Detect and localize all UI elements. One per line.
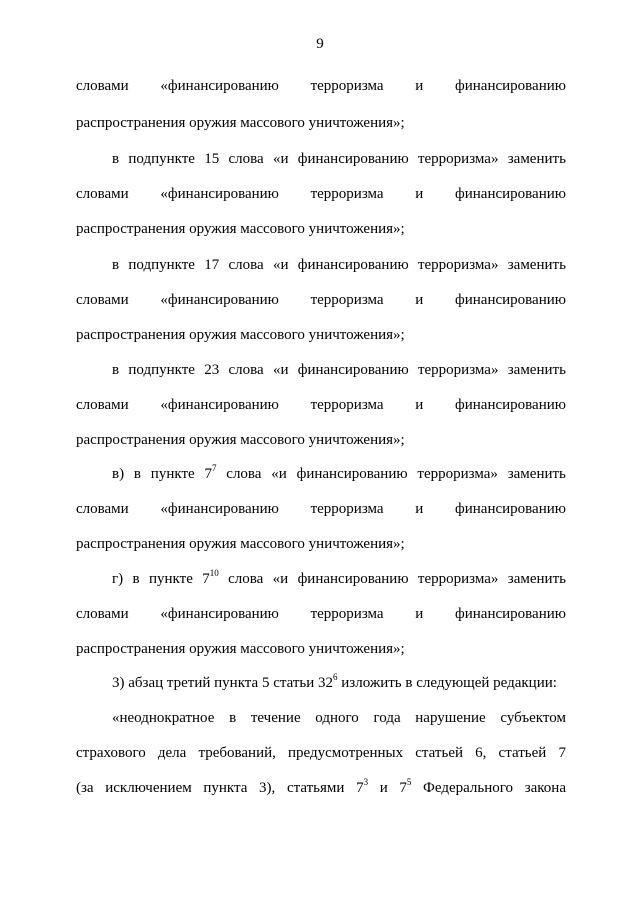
text-line — [76, 640, 566, 658]
word: в — [132, 571, 140, 587]
article-number: $7^5$ — [399, 777, 412, 796]
text-line — [76, 500, 566, 518]
word: слова — [228, 151, 264, 167]
line-text: распространения оружия массового уничтожения»; — [76, 536, 405, 552]
word: терроризма» — [417, 571, 499, 587]
word: 23 — [204, 362, 220, 378]
article-number: $7^3$ — [356, 777, 369, 796]
word: слова — [228, 362, 264, 378]
word: слова — [226, 466, 262, 482]
text-line — [112, 150, 566, 168]
word: финансированию — [455, 606, 566, 622]
word: «и — [272, 151, 289, 167]
word: и — [379, 780, 388, 796]
word: года — [373, 710, 401, 726]
word: 7 — [558, 745, 566, 761]
point-number: $7^{10}$ — [202, 568, 219, 587]
word: терроризма — [310, 292, 384, 308]
word: «финансированию — [160, 78, 279, 94]
line-text: распространения оружия массового уничтожения»; — [76, 327, 405, 343]
line-text: распространения оружия массового уничтожения»; — [76, 115, 405, 131]
line-text: распространения оружия массового уничтожения»; — [76, 641, 405, 657]
word: статьей — [415, 745, 464, 761]
text-line — [112, 465, 566, 483]
word: статьей — [498, 745, 547, 761]
word: дела — [157, 745, 187, 761]
word: терроризма» — [417, 466, 498, 482]
word: 6, — [475, 745, 487, 761]
text-line — [76, 535, 566, 553]
text-line — [76, 431, 566, 449]
word: терроризма — [310, 186, 384, 202]
word: в — [112, 362, 120, 378]
word: и — [415, 501, 424, 517]
word: (за — [76, 780, 94, 796]
word: финансированию — [455, 397, 566, 413]
word: «финансированию — [160, 606, 279, 622]
word: финансированию — [297, 362, 409, 378]
word: терроризма — [310, 501, 384, 517]
word: пункта — [203, 780, 248, 796]
word: г) — [112, 571, 124, 587]
word: финансированию — [297, 257, 409, 273]
text-line — [76, 326, 566, 344]
line-text: распространения оружия массового уничтожения»; — [76, 221, 405, 237]
text-line — [76, 185, 566, 203]
word: словами — [76, 186, 129, 202]
word: заменить — [507, 362, 566, 378]
word: пункте — [149, 571, 193, 587]
word: финансированию — [297, 571, 409, 587]
word: финансированию — [455, 186, 566, 202]
text-line — [76, 779, 566, 797]
page-number: 9 — [316, 36, 324, 52]
line-text: распространения оружия массового уничтожения»; — [76, 432, 405, 448]
word: предусмотренных — [288, 745, 404, 761]
text-line — [112, 256, 566, 274]
text-line — [76, 605, 566, 623]
text-line — [76, 744, 566, 762]
word: заменить — [507, 257, 566, 273]
word: в — [229, 710, 237, 726]
word: «финансированию — [160, 186, 279, 202]
text-line — [112, 709, 566, 727]
word: в — [112, 151, 120, 167]
word: словами — [76, 606, 129, 622]
word: и — [415, 397, 424, 413]
word: и — [415, 186, 424, 202]
word: нарушение — [415, 710, 486, 726]
word: в) — [112, 466, 125, 482]
word: терроризма» — [417, 151, 499, 167]
word: подпункте — [128, 257, 195, 273]
text-line — [76, 291, 566, 309]
text-line — [112, 674, 566, 692]
word: словами — [76, 397, 129, 413]
word: «неоднократное — [112, 710, 215, 726]
word: финансированию — [455, 501, 566, 517]
word: «финансированию — [160, 397, 279, 413]
word: подпункте — [128, 362, 195, 378]
word: «финансированию — [160, 292, 279, 308]
word: и — [415, 78, 424, 94]
text-line — [76, 396, 566, 414]
word: течение — [250, 710, 301, 726]
word: закона — [524, 780, 566, 796]
word: «и — [272, 362, 289, 378]
word: терроризма — [310, 606, 384, 622]
word: «и — [272, 257, 289, 273]
word: слова — [228, 571, 264, 587]
word: и — [415, 606, 424, 622]
word: финансированию — [455, 78, 566, 94]
point-number: $7^7$ — [204, 463, 217, 482]
word: словами — [76, 501, 129, 517]
word: страхового — [76, 745, 146, 761]
text-line — [112, 570, 566, 588]
word: «и — [272, 571, 289, 587]
word: «и — [271, 466, 287, 482]
word: заменить — [507, 571, 566, 587]
word: финансированию — [296, 466, 408, 482]
word: «финансированию — [160, 501, 279, 517]
word: одного — [315, 710, 359, 726]
word: исключением — [105, 780, 192, 796]
word: заменить — [507, 466, 566, 482]
word: финансированию — [297, 151, 409, 167]
word: словами — [76, 292, 129, 308]
text-line — [76, 77, 566, 95]
word: и — [415, 292, 424, 308]
word: терроризма» — [417, 362, 499, 378]
word: терроризма» — [417, 257, 499, 273]
word: 15 — [204, 151, 220, 167]
line-text: 3) абзац третий пункта 5 статьи $32^6$ изложить в следующей редакции: — [112, 672, 557, 691]
word: заменить — [507, 151, 566, 167]
word: субъектом — [500, 710, 566, 726]
text-line — [76, 220, 566, 238]
word: 17 — [204, 257, 220, 273]
word: в — [133, 466, 141, 482]
word: подпункте — [128, 151, 195, 167]
word: в — [112, 257, 120, 273]
word: требований, — [198, 745, 276, 761]
word: финансированию — [455, 292, 566, 308]
word: 3), — [259, 780, 276, 796]
text-line — [112, 361, 566, 379]
word: пункте — [150, 466, 195, 482]
word: слова — [228, 257, 264, 273]
text-line — [76, 114, 566, 132]
word: терроризма — [310, 397, 384, 413]
word: статьями — [286, 780, 345, 796]
word: словами — [76, 78, 129, 94]
word: Федерального — [423, 780, 514, 796]
word: терроризма — [310, 78, 384, 94]
